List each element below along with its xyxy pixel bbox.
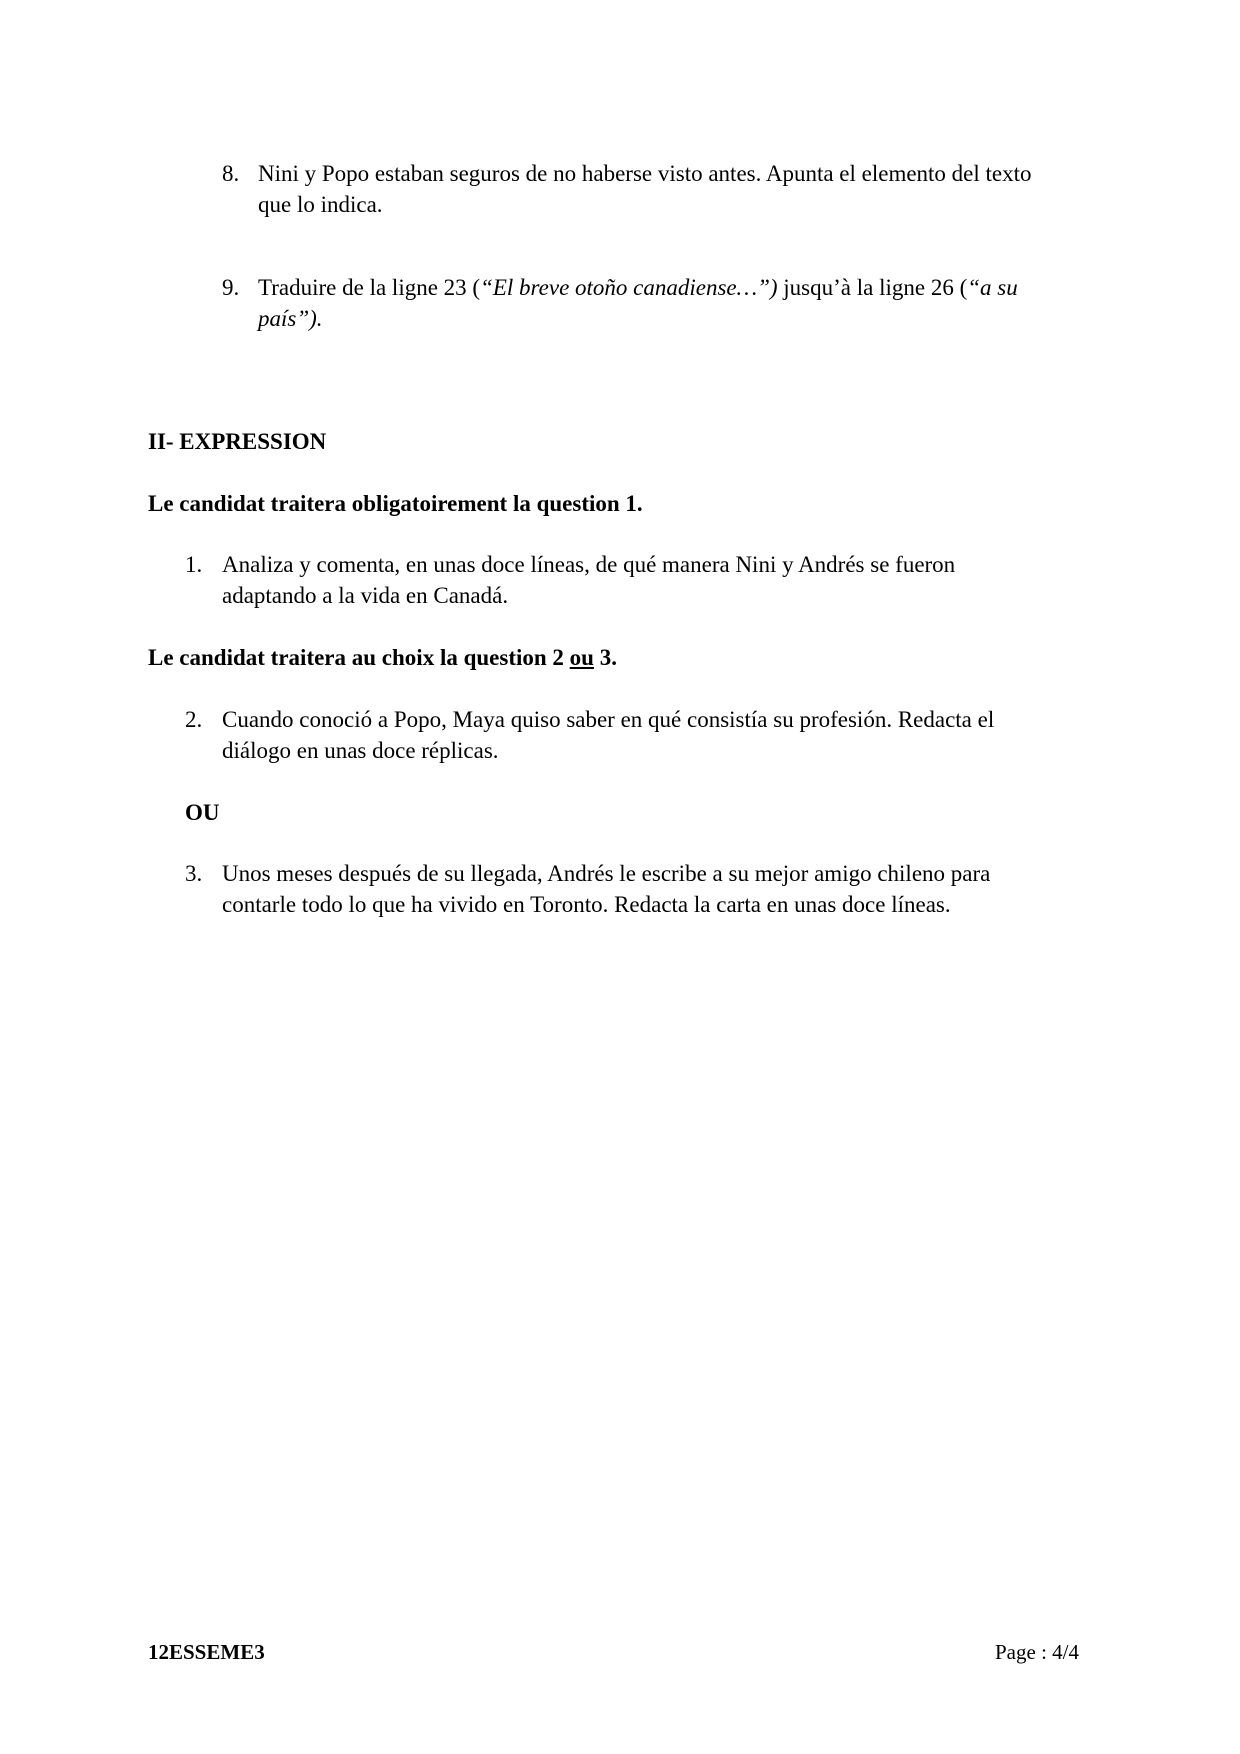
expression-question-2 [185,704,1115,774]
question-line: adaptando a la vida en Canadá. [222,583,509,608]
or-label: OU [185,800,220,825]
question-line: Nini y Popo estaban seguros de no haberse visto antes. Apunta el elemento del texto [258,161,1032,186]
question-number: 9. [222,275,240,300]
footer-page-number: Page : 4/4 [995,1640,1079,1664]
text-run: jusqu’à la ligne 26 ( [777,275,968,300]
question-number: 2. [185,707,203,732]
expression-question-3 [185,858,1115,928]
question-text [258,158,1118,220]
text-run: Traduire de la ligne 23 ( [258,275,481,300]
section-heading: II- EXPRESSION [148,429,327,454]
underlined-word: ou [569,645,594,670]
question-number: 1. [185,552,203,577]
quote-start: “El breve otoño canadiense…”) [480,275,778,300]
question-text [222,858,1112,920]
question-line: diálogo en unas doce réplicas. [222,738,499,763]
question-text [222,549,1112,611]
question-line: país”). [258,306,323,331]
question-text [258,272,1118,334]
question-text [222,704,1112,766]
question-8 [222,158,1122,228]
footer-code: 12ESSEME3 [148,1640,265,1664]
question-line: Cuando conoció a Popo, Maya quiso saber en qué consistía su profesión. Redacta el [222,707,995,732]
question-line: contarle todo lo que ha vivido en Toronto. Redacta la carta en unas doce líneas. [222,892,951,917]
question-number: 8. [222,161,240,186]
expression-question-1 [185,549,1115,619]
question-9 [222,272,1122,342]
instruction-mandatory: Le candidat traitera obligatoirement la question 1. [148,491,643,516]
text-run: Le candidat traitera au choix la question 2 [148,645,570,670]
text-run: 3. [593,645,617,670]
instruction-choice [148,642,617,673]
question-number: 3. [185,861,203,886]
question-line: que lo indica. [258,192,383,217]
question-line: Analiza y comenta, en unas doce líneas, de qué manera Nini y Andrés se fueron [222,552,956,577]
question-line: Unos meses después de su llegada, Andrés le escribe a su mejor amigo chileno para [222,861,991,886]
quote-end: “a su [967,275,1018,300]
question-line [258,272,1118,303]
